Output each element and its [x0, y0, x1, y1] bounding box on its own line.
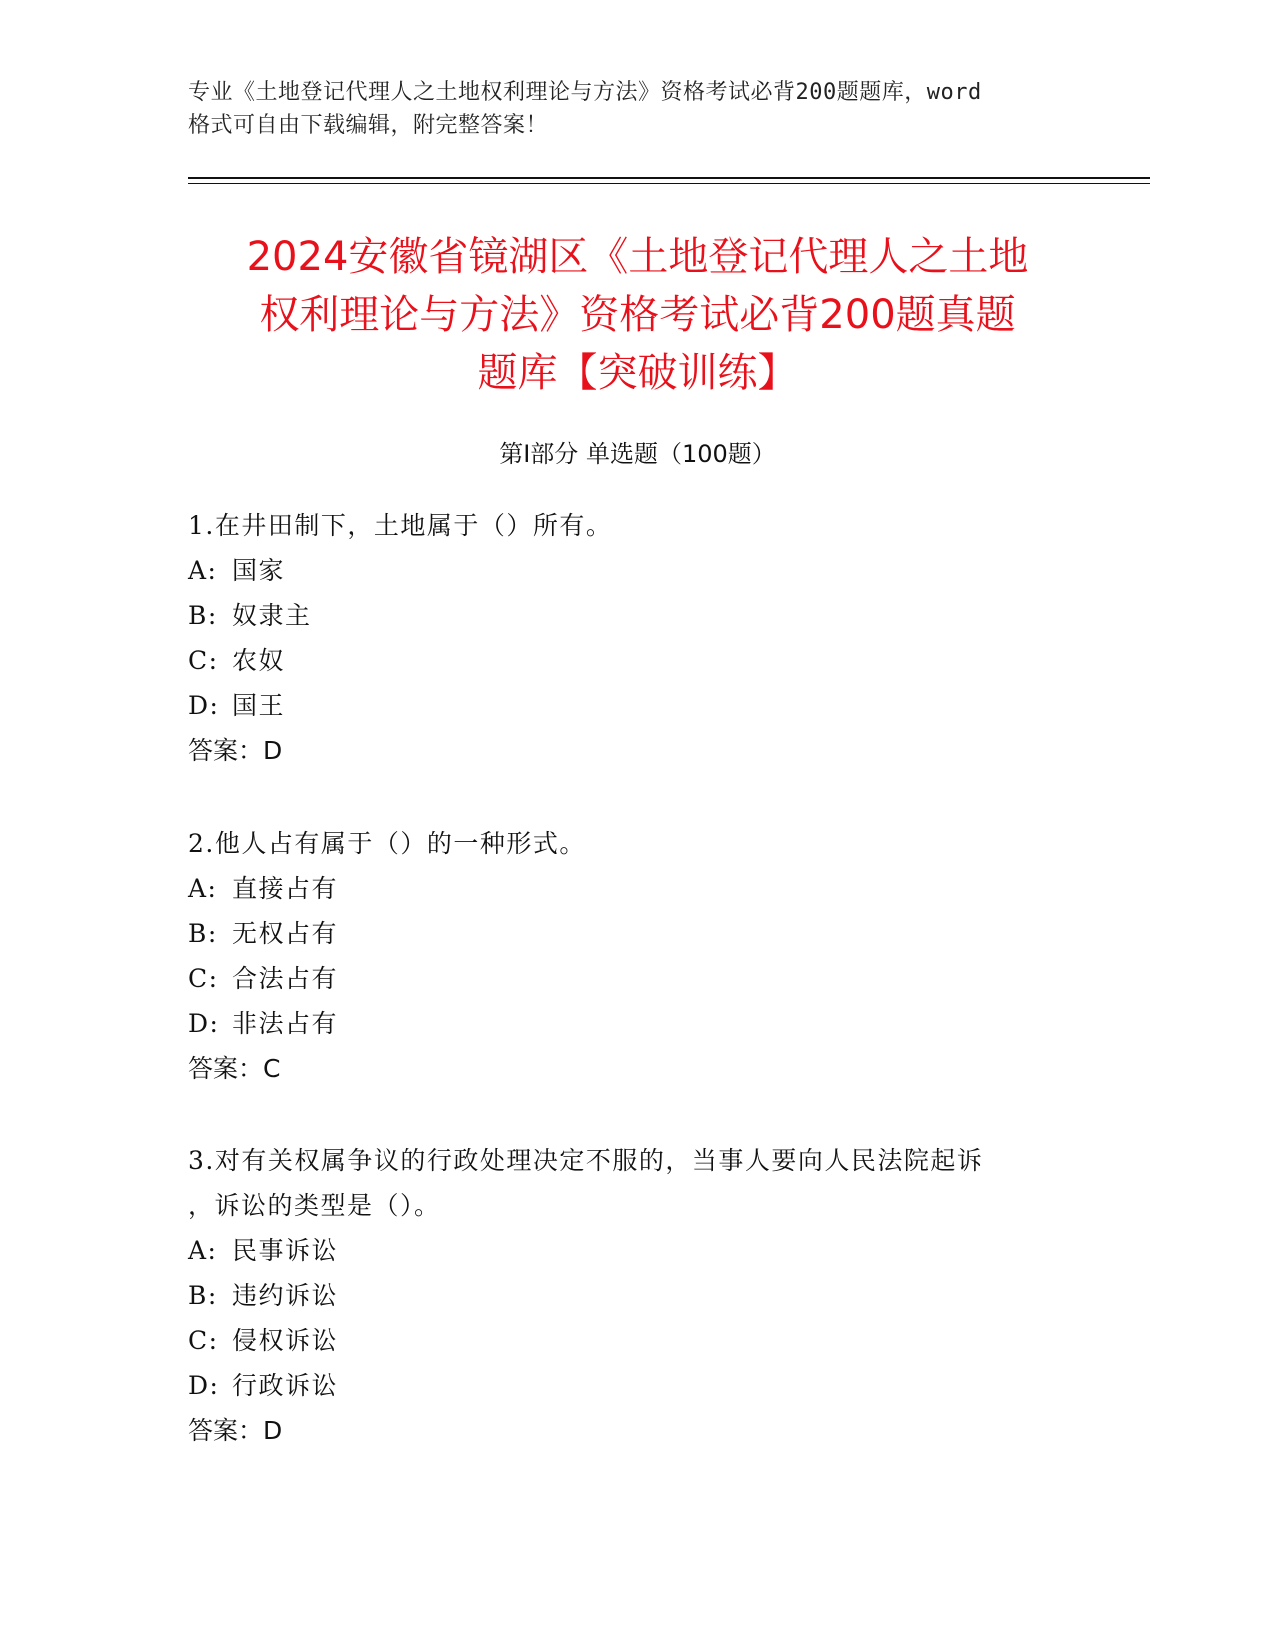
option-key: B: — [188, 601, 218, 630]
option-d — [188, 1363, 1088, 1408]
question-1 — [188, 503, 1088, 773]
question-3 — [188, 1138, 1088, 1453]
option-a — [188, 1228, 1088, 1273]
option-text: 农奴 — [232, 646, 286, 675]
question-stem: 2.他人占有属于（）的一种形式。 — [188, 829, 586, 858]
option-text: 直接占有 — [232, 874, 339, 903]
header-divider-thick — [188, 177, 1150, 179]
answer: 答案：D — [188, 1416, 283, 1445]
option-d — [188, 683, 1088, 728]
option-text: 侵权诉讼 — [232, 1326, 339, 1355]
option-text: 行政诉讼 — [232, 1371, 339, 1400]
section-heading: 第I部分 单选题（100题） — [499, 440, 776, 468]
option-c — [188, 956, 1088, 1001]
header-divider-thin — [188, 183, 1150, 184]
option-text: 国王 — [232, 691, 286, 720]
option-text: 奴隶主 — [232, 601, 312, 630]
option-a — [188, 548, 1088, 593]
option-key: B: — [188, 1281, 218, 1310]
option-key: C: — [188, 646, 219, 675]
option-b — [188, 1273, 1088, 1318]
title-line-3: 题库【突破训练】 — [477, 350, 798, 396]
header-note-line-2: 格式可自由下载编辑，附完整答案！ — [188, 113, 549, 138]
option-key: D: — [188, 691, 220, 720]
document-title — [150, 228, 1125, 402]
option-text: 无权占有 — [232, 919, 339, 948]
option-a — [188, 866, 1088, 911]
option-key: C: — [188, 1326, 219, 1355]
option-key: A: — [188, 1236, 218, 1265]
option-c — [188, 638, 1088, 683]
question-stem: 1.在井田制下，土地属于（）所有。 — [188, 511, 613, 540]
option-b — [188, 911, 1088, 956]
option-key: D: — [188, 1371, 220, 1400]
option-d — [188, 1001, 1088, 1046]
option-key: D: — [188, 1009, 220, 1038]
option-text: 合法占有 — [232, 964, 339, 993]
option-key: A: — [188, 874, 218, 903]
question-stem-line-2: ，诉讼的类型是（）。 — [188, 1191, 441, 1220]
question-2 — [188, 821, 1088, 1091]
title-line-1: 2024安徽省镜湖区《土地登记代理人之土地 — [246, 234, 1029, 280]
option-text: 违约诉讼 — [232, 1281, 339, 1310]
option-key: B: — [188, 919, 218, 948]
option-text: 民事诉讼 — [232, 1236, 339, 1265]
option-key: C: — [188, 964, 219, 993]
header-note-line-1: 专业《土地登记代理人之土地权利理论与方法》资格考试必背200题题库，word — [188, 80, 982, 105]
question-stem-line-1: 3.对有关权属争议的行政处理决定不服的，当事人要向人民法院起诉 — [188, 1146, 984, 1175]
option-text: 国家 — [232, 556, 286, 585]
option-text: 非法占有 — [232, 1009, 339, 1038]
answer: 答案：D — [188, 736, 283, 765]
option-c — [188, 1318, 1088, 1363]
header-note — [188, 76, 1088, 142]
option-b — [188, 593, 1088, 638]
option-key: A: — [188, 556, 218, 585]
answer: 答案：C — [188, 1054, 281, 1083]
title-line-2: 权利理论与方法》资格考试必背200题真题 — [259, 292, 1016, 338]
